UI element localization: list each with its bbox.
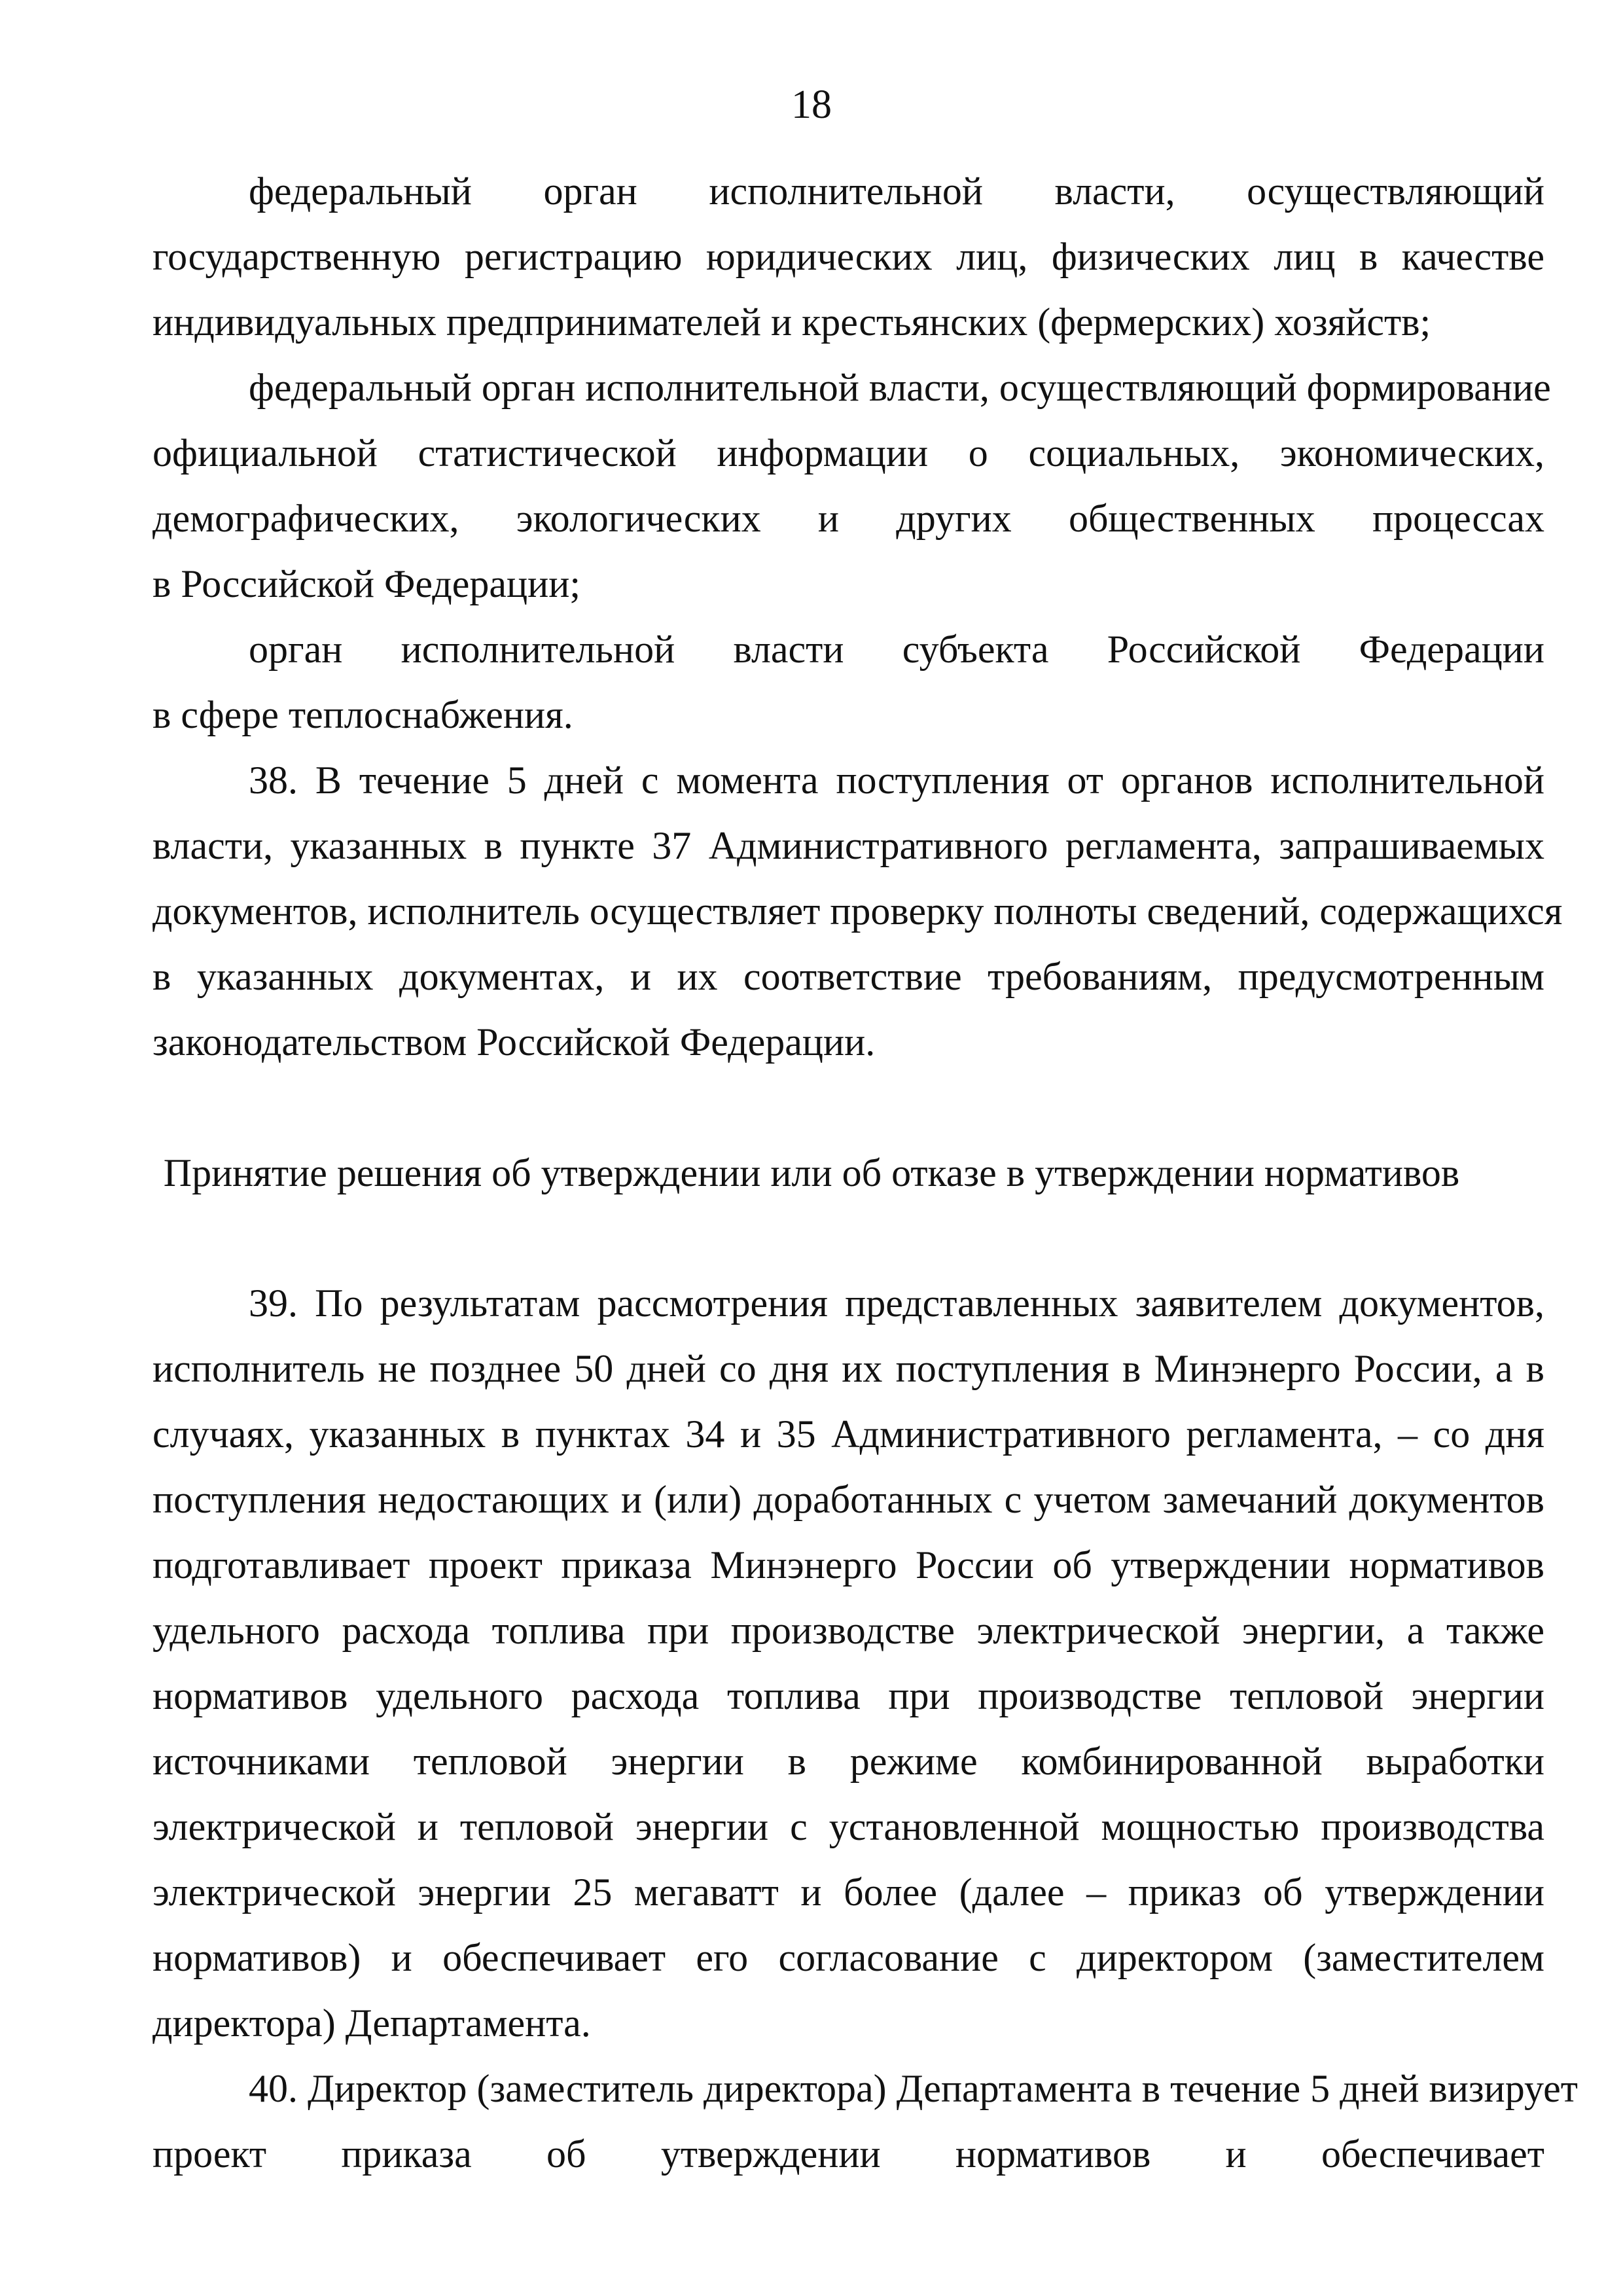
text-line: источниками тепловой энергии в режиме комбинированной выработки [152, 1740, 1544, 1783]
text-line: электрической и тепловой энергии с установленной мощностью производства [152, 1805, 1544, 1848]
text-line: исполнитель не позднее 50 дней со дня их поступления в Минэнерго России, а в [152, 1347, 1544, 1390]
section-heading: Принятие решения об утверждении или об отказе в утверждении нормативов [163, 1151, 1460, 1194]
text-line: 39. По результатам рассмотрения представленных заявителем документов, [249, 1282, 1544, 1325]
text-line: 38. В течение 5 дней с момента поступления от органов исполнительной [249, 759, 1544, 802]
text-line: электрической энергии 25 мегаватт и более (далее – приказ об утверждении [152, 1871, 1544, 1914]
text-line: федеральный орган исполнительной власти, осуществляющий формирование [249, 366, 1551, 409]
text-line: нормативов удельного расхода топлива при производстве тепловой энергии [152, 1674, 1544, 1717]
text-line: удельного расхода топлива при производстве электрической энергии, а также [152, 1609, 1544, 1652]
page-number: 18 [791, 82, 832, 127]
text-line: орган исполнительной власти субъекта Российской Федерации [249, 628, 1544, 671]
text-line: директора) Департамента. [152, 2001, 591, 2045]
text-line: документов, исполнитель осуществляет проверку полноты сведений, содержащихся [152, 889, 1563, 933]
text-line: нормативов) и обеспечивает его согласование с директором (заместителем [152, 1936, 1544, 1979]
text-line: подготавливает проект приказа Минэнерго России об утверждении нормативов [152, 1543, 1544, 1587]
text-line: проект приказа об утверждении нормативов и обеспечивает [152, 2132, 1544, 2176]
text-line: в Российской Федерации; [152, 562, 581, 605]
text-line: демографических, экологических и других общественных процессах [152, 497, 1544, 540]
text-line: поступления недостающих и (или) доработанных с учетом замечаний документов [152, 1478, 1544, 1521]
text-line: федеральный орган исполнительной власти, осуществляющий [249, 170, 1544, 213]
text-line: власти, указанных в пункте 37 Административного регламента, запрашиваемых [152, 824, 1544, 867]
text-line: индивидуальных предпринимателей и крестьянских (фермерских) хозяйств; [152, 300, 1431, 344]
text-line: законодательством Российской Федерации. [152, 1020, 876, 1064]
text-line: государственную регистрацию юридических лиц, физических лиц в качестве [152, 235, 1544, 278]
text-line: в указанных документах, и их соответствие требованиям, предусмотренным [152, 955, 1544, 998]
text-line: в сфере теплоснабжения. [152, 693, 573, 736]
text-line: случаях, указанных в пунктах 34 и 35 Административного регламента, – со дня [152, 1412, 1544, 1456]
text-line: официальной статистической информации о социальных, экономических, [152, 431, 1544, 475]
text-line: 40. Директор (заместитель директора) Департамента в течение 5 дней визирует [249, 2067, 1578, 2110]
